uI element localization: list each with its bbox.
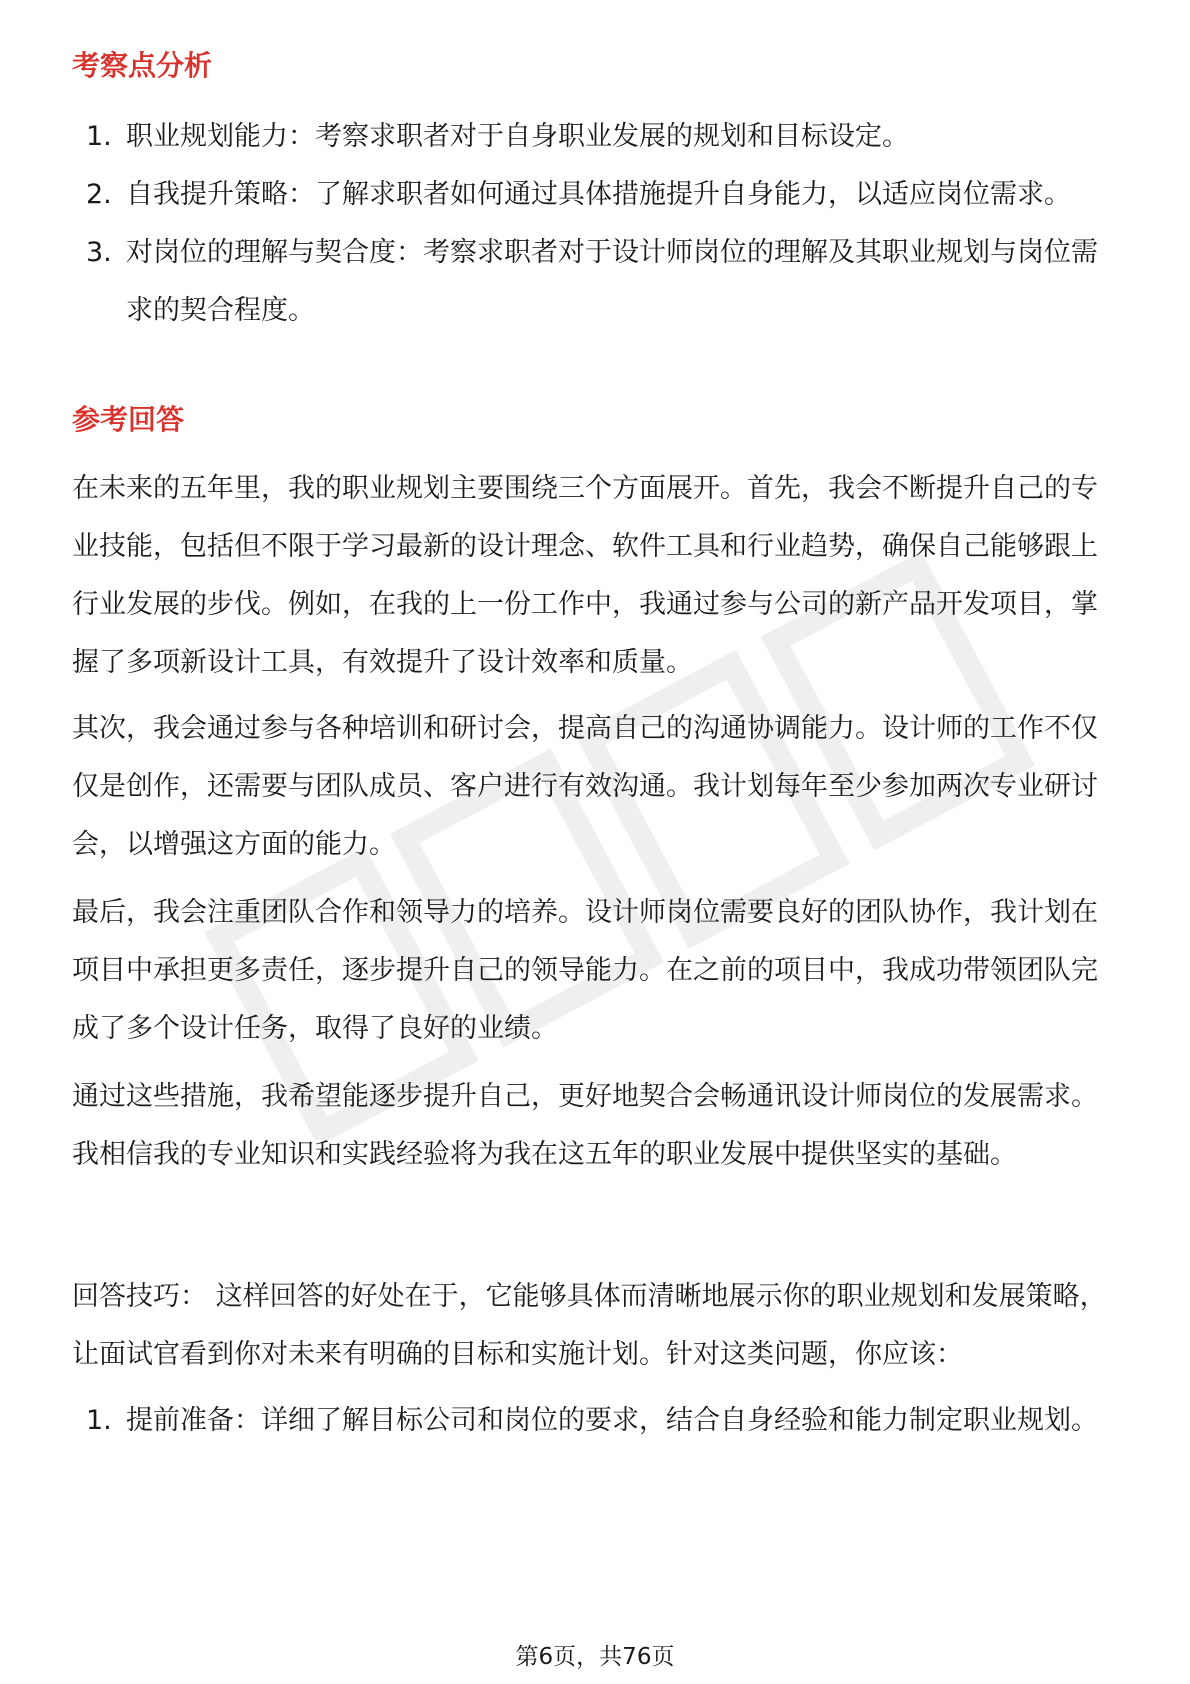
analysis-heading: 考察点分析	[72, 49, 213, 82]
list-text: 自我提升策略：了解求职者如何通过具体措施提升自身能力，以适应岗位需求。	[126, 179, 1071, 210]
answer-paragraph-3: 最后，我会注重团队合作和领导力的培养。设计师岗位需要良好的团队协作，我计划在项目中承担更多责任，逐步提升自己的领导能力。在之前的项目中，我成功带领团队完成了多个设计任务，取得了良好的业绩。	[72, 897, 1098, 1044]
list-number: 3.	[86, 237, 112, 268]
list-text: 职业规划能力：考察求职者对于自身职业发展的规划和目标设定。	[126, 121, 909, 152]
answer-paragraph-1: 在未来的五年里，我的职业规划主要围绕三个方面展开。首先，我会不断提升自己的专业技能，包括但不限于学习最新的设计理念、软件工具和行业趋势，确保自己能够跟上行业发展的步伐。例如，在我的上一份工作中，我通过参与公司的新产品开发项目，掌握了多项新设计工具，有效提升了设计效率和质量。	[72, 473, 1098, 678]
list-item	[72, 1392, 1122, 1450]
list-item	[72, 224, 1122, 340]
page-footer: 第6页，共76页	[515, 1644, 675, 1670]
answer-paragraph-4: 通过这些措施，我希望能逐步提升自己，更好地契合会畅通讯设计师岗位的发展需求。我相信我的专业知识和实践经验将为我在这五年的职业发展中提供坚实的基础。	[72, 1081, 1098, 1170]
list-number: 1.	[86, 121, 112, 152]
answer-heading: 参考回答	[72, 403, 185, 436]
list-number: 1.	[86, 1405, 112, 1436]
tips-paragraph: 回答技巧： 这样回答的好处在于，它能够具体而清晰地展示你的职业规划和发展策略，让面试官看到你对未来有明确的目标和实施计划。针对这类问题，你应该：	[72, 1281, 1107, 1370]
answer-paragraph-2: 其次，我会通过参与各种培训和研讨会，提高自己的沟通协调能力。设计师的工作不仅仅是创作，还需要与团队成员、客户进行有效沟通。我计划每年至少参加两次专业研讨会，以增强这方面的能力。	[72, 713, 1098, 860]
analysis-list	[72, 108, 1122, 340]
list-text: 提前准备：详细了解目标公司和岗位的要求，结合自身经验和能力制定职业规划。	[126, 1405, 1098, 1436]
list-item	[72, 108, 1122, 166]
list-number: 2.	[86, 179, 112, 210]
list-text: 对岗位的理解与契合度：考察求职者对于设计师岗位的理解及其职业规划与岗位需求的契合程度。	[126, 237, 1098, 326]
tips-list	[72, 1392, 1122, 1450]
list-item	[72, 166, 1122, 224]
